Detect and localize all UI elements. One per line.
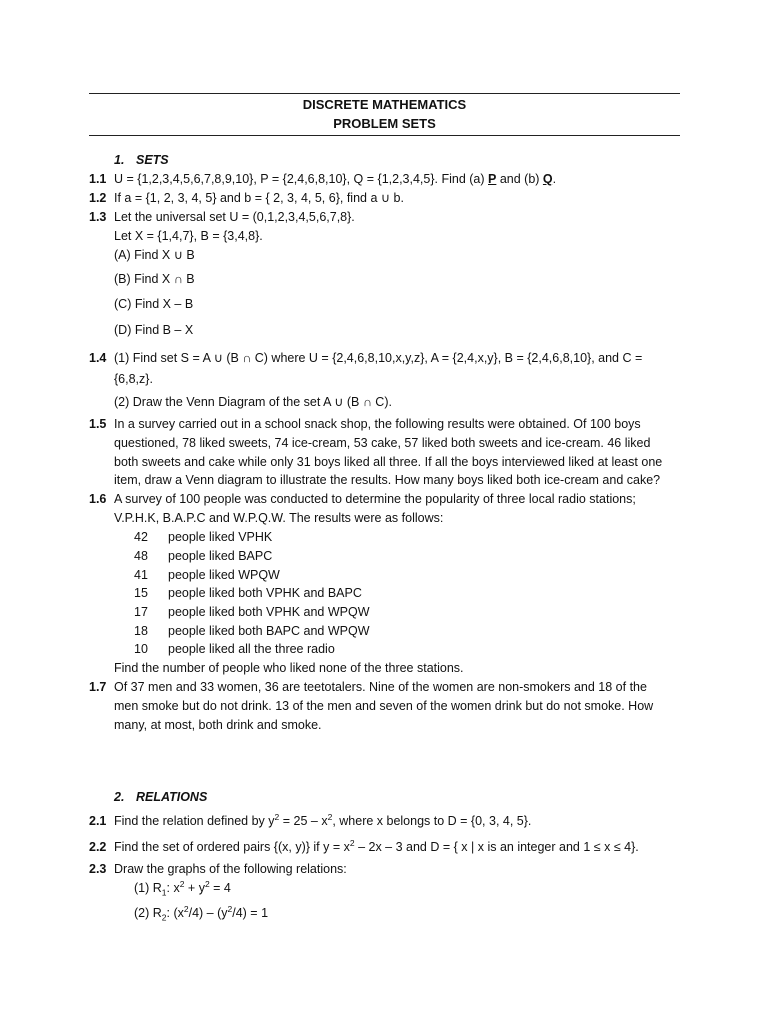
problem-1-3-line: Let the universal set U = (0,1,2,3,4,5,6,7,8}.: [114, 210, 355, 224]
survey-desc: people liked BAPC: [168, 549, 273, 563]
problem-1-3-part-a: (A) Find X ∪ B: [114, 248, 195, 262]
section-heading-relations: [114, 788, 207, 807]
problem-1-4-line: (1) Find set S = A ∪ (B ∩ C) where U = {2,4,6,8,10,x,y,z}, A = {2,4,x,y}, B = {2,4,6,8,10}, and C =: [114, 351, 643, 365]
exponent: 2: [349, 837, 355, 848]
problem-text: = 25 – x: [279, 814, 328, 828]
problem-number: 2.3: [89, 862, 107, 876]
problem-number: 1.1: [89, 172, 107, 186]
problem-number: 1.3: [89, 210, 107, 224]
problem-1-2: If a = {1, 2, 3, 4, 5} and b = { 2, 3, 4, 5, 6}, find a ∪ b.: [114, 191, 404, 205]
survey-count: 17: [134, 605, 148, 619]
problem-text: , where x belongs to D = {0, 3, 4, 5}.: [332, 814, 532, 828]
survey-count: 48: [134, 549, 148, 563]
doc-subtitle: PROBLEM SETS: [333, 116, 436, 131]
problem-1-7-line: men smoke but do not drink. 13 of the men and seven of the women drink but do not smoke. How: [114, 699, 654, 713]
problem-1-6-line: Find the number of people who liked none of the three stations.: [114, 661, 464, 675]
relation-r1: [134, 879, 231, 898]
survey-count: 15: [134, 586, 148, 600]
problem-text: /4) = 1: [232, 906, 269, 920]
problem-2-1: [114, 812, 531, 831]
problem-1-3-part-c: (C) Find X – B: [114, 297, 194, 311]
exponent: 2: [327, 811, 333, 822]
problem-number: 2.1: [89, 814, 107, 828]
problem-number: 1.6: [89, 492, 107, 506]
subscript: 2: [161, 912, 167, 923]
survey-row: [134, 547, 272, 566]
problem-text: /4) – (y: [188, 906, 228, 920]
problem-text: : x: [166, 881, 180, 895]
subscript: 1: [161, 887, 167, 898]
problem-text: Find the relation defined by y: [114, 814, 275, 828]
section-number: 1.: [114, 153, 125, 167]
problem-1-5-line: both sweets and cake while only 31 boys liked all three. If all the boys interviewed liked at least one: [114, 455, 663, 469]
section-title: SETS: [136, 153, 169, 167]
problem-text: Find the set of ordered pairs {(x, y)} if y = x: [114, 840, 350, 854]
problem-text: U = {1,2,3,4,5,6,7,8,9,10}, P = {2,4,6,8,10}, Q = {1,2,3,4,5}. Find (a): [114, 172, 489, 186]
survey-row: [134, 528, 272, 547]
problem-1-5-line: In a survey carried out in a school snack shop, the following results were obtained. Of 100 boys: [114, 417, 641, 431]
survey-desc: people liked both VPHK and WPQW: [168, 605, 370, 619]
problem-1-3-line: Let X = {1,4,7}, B = {3,4,8}.: [114, 229, 263, 243]
survey-count: 41: [134, 568, 148, 582]
problem-1-7-line: many, at most, both drink and smoke.: [114, 718, 322, 732]
problem-2-3-line: Draw the graphs of the following relations:: [114, 862, 347, 876]
survey-row: [134, 584, 362, 603]
exponent: 2: [274, 811, 280, 822]
survey-desc: people liked all the three radio: [168, 642, 335, 656]
set-q-underlined: Q: [542, 172, 553, 186]
problem-1-7-line: Of 37 men and 33 women, 36 are teetotalers. Nine of the women are non-smokers and 18 of the: [114, 680, 647, 694]
relation-r2: [134, 904, 268, 923]
survey-count: 42: [134, 530, 148, 544]
exponent: 2: [183, 903, 189, 914]
header-bottom-rule: [89, 135, 680, 136]
survey-row: [134, 603, 370, 622]
problem-text: and (b): [496, 172, 543, 186]
problem-2-2: [114, 838, 639, 857]
survey-desc: people liked VPHK: [168, 530, 273, 544]
survey-count: 18: [134, 624, 148, 638]
set-p-underlined: P: [488, 172, 497, 186]
problem-1-4-line: {6,8,z}.: [114, 372, 153, 386]
exponent: 2: [204, 878, 210, 889]
problem-text: .: [552, 172, 557, 186]
problem-text: : (x: [166, 906, 184, 920]
problem-1-5-line: item, draw a Venn diagram to illustrate the results. How many boys liked both ice-cream and cake?: [114, 473, 661, 487]
section-heading-sets: [114, 151, 169, 170]
problem-1-4-line: (2) Draw the Venn Diagram of the set A ∪ (B ∩ C).: [114, 395, 392, 409]
section-number: 2.: [114, 790, 125, 804]
problem-text: = 4: [209, 881, 231, 895]
survey-desc: people liked both BAPC and WPQW: [168, 624, 370, 638]
problem-number: 1.7: [89, 680, 107, 694]
problem-1-6-line: A survey of 100 people was conducted to determine the popularity of three local radio stations;: [114, 492, 636, 506]
problem-text: (1) R: [134, 881, 162, 895]
survey-desc: people liked WPQW: [168, 568, 280, 582]
problem-text: (2) R: [134, 906, 162, 920]
problem-number: 2.2: [89, 840, 107, 854]
problem-1-3-part-d: (D) Find B – X: [114, 323, 194, 337]
survey-row: [134, 566, 280, 585]
problem-1-1: [114, 170, 556, 189]
problem-text: – 2x – 3 and D = { x | x is an integer and 1 ≤ x ≤ 4}.: [354, 840, 639, 854]
doc-title: DISCRETE MATHEMATICS: [302, 97, 467, 112]
section-title: RELATIONS: [136, 790, 208, 804]
survey-row: [134, 622, 370, 641]
problem-1-3-part-b: (B) Find X ∩ B: [114, 272, 195, 286]
survey-count: 10: [134, 642, 148, 656]
exponent: 2: [179, 878, 185, 889]
problem-text: + y: [184, 881, 205, 895]
top-rule: [89, 93, 680, 94]
problem-number: 1.5: [89, 417, 107, 431]
survey-row: [134, 640, 335, 659]
problem-1-5-line: questioned, 78 liked sweets, 74 ice-cream, 53 cake, 57 liked both sweets and ice-cream. 46 liked: [114, 436, 651, 450]
exponent: 2: [227, 903, 233, 914]
problem-number: 1.4: [89, 351, 107, 365]
problem-1-6-line: V.P.H.K, B.A.P.C and W.P.Q.W. The results were as follows:: [114, 511, 444, 525]
survey-desc: people liked both VPHK and BAPC: [168, 586, 362, 600]
problem-number: 1.2: [89, 191, 107, 205]
